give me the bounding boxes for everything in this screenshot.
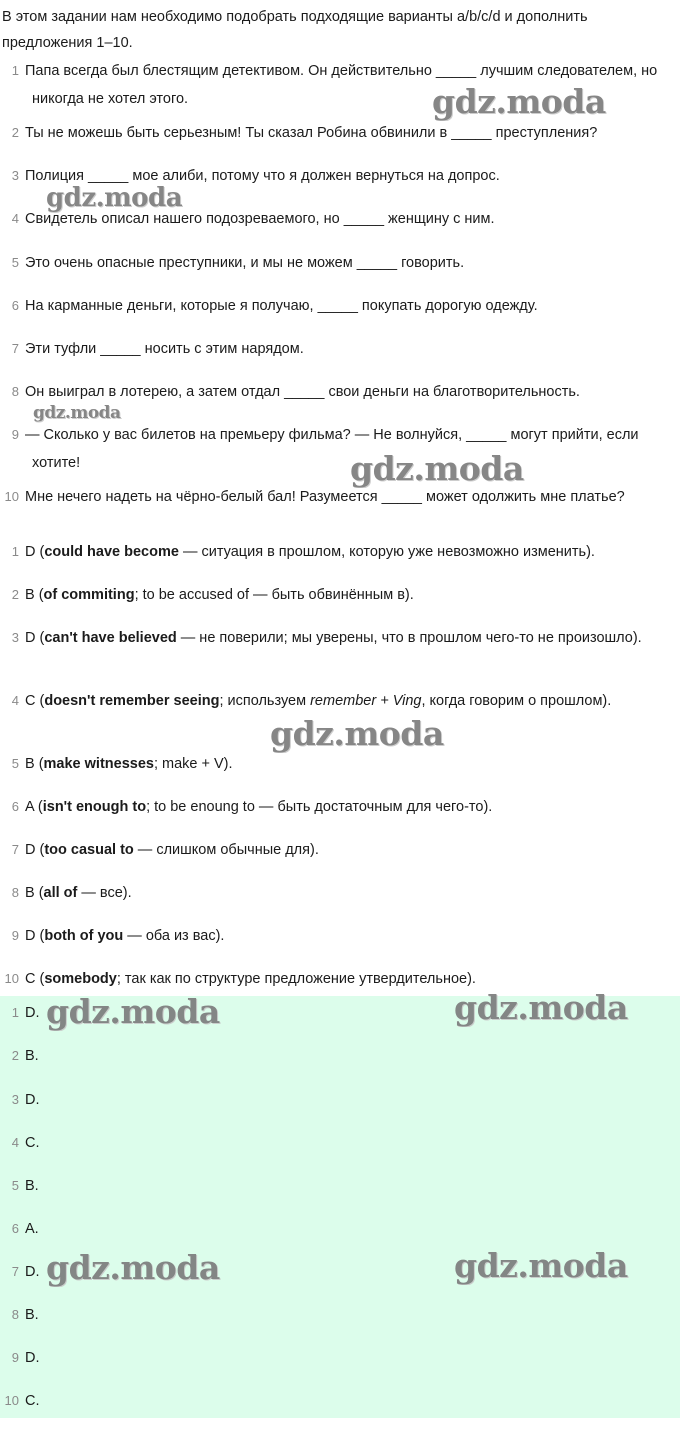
answer-letter: B ( xyxy=(25,885,44,901)
answer-text: C. xyxy=(25,1393,40,1409)
item-number: 4 xyxy=(11,1135,19,1150)
question-text: Мне нечего надеть на чёрно-белый бал! Разумеется _____ может одолжить мне платье? xyxy=(25,489,625,505)
answer-text: B. xyxy=(25,1307,39,1323)
explanation-text xyxy=(25,793,676,821)
question-text: Папа всегда был блестящим детективом. Он действительно _____ лучшим следователем, но никогда не хотел этого. xyxy=(25,63,658,107)
explanation-rest: — все). xyxy=(77,885,132,901)
item-number: 5 xyxy=(11,1178,19,1193)
explanation-item xyxy=(0,750,676,778)
answer-item xyxy=(0,1258,676,1286)
answer-text: D. xyxy=(25,1092,40,1108)
answer-text: D. xyxy=(25,1005,40,1021)
item-number: 5 xyxy=(11,255,19,270)
item-number: 2 xyxy=(11,1048,19,1063)
item-number: 1 xyxy=(11,544,19,559)
answer-phrase: all of xyxy=(43,885,78,901)
answer-text: C. xyxy=(25,1135,40,1151)
answer-letter: B ( xyxy=(25,587,44,603)
watermark-logo: gdz.moda xyxy=(454,1246,628,1285)
answer-phrase: isn't enough to xyxy=(42,799,147,815)
answer-item xyxy=(0,1215,676,1243)
item-number: 6 xyxy=(11,799,19,814)
watermark-logo: gdz.moda xyxy=(350,449,524,488)
item-number: 4 xyxy=(11,693,19,708)
question-item xyxy=(0,205,676,233)
answer-item xyxy=(0,1344,676,1372)
watermark-logo: gdz.moda xyxy=(270,714,444,753)
item-number: 10 xyxy=(4,489,19,504)
watermark-logo: gdz.moda xyxy=(33,403,121,423)
question-text: Ты не можешь быть серьезным! Ты сказал Робина обвинили в _____ преступления? xyxy=(25,125,598,141)
answer-item xyxy=(0,1129,676,1157)
question-item xyxy=(0,421,676,477)
answer-letter: D ( xyxy=(25,842,45,858)
answer-text: D. xyxy=(25,1350,40,1366)
item-number: 9 xyxy=(11,427,19,442)
answer-item xyxy=(0,1301,676,1329)
question-item xyxy=(0,335,676,363)
explanation-item xyxy=(0,624,676,652)
answer-text: B. xyxy=(25,1048,39,1064)
question-text: На карманные деньги, которые я получаю, _____ покупать дорогую одежду. xyxy=(25,298,538,314)
answer-phrase: of commiting xyxy=(43,587,135,603)
explanation-italic: remember + Ving xyxy=(310,693,422,709)
question-text: — Сколько у вас билетов на премьеру фильма? — Не волнуйся, _____ могут прийти, если хотите! xyxy=(25,427,639,471)
answer-letter: A ( xyxy=(25,799,43,815)
answer-phrase: doesn't remember seeing xyxy=(44,693,220,709)
explanation-item xyxy=(0,922,676,950)
explanation-rest: — ситуация в прошлом, которую уже невозможно изменить). xyxy=(178,544,595,560)
explanation-rest: ; так как по структуре предложение утвердительное). xyxy=(116,971,476,987)
watermark-logo: gdz.moda xyxy=(46,992,220,1031)
question-item xyxy=(0,378,676,406)
item-number: 9 xyxy=(11,1350,19,1365)
answer-letter: C ( xyxy=(25,971,45,987)
item-number: 4 xyxy=(11,211,19,226)
item-number: 3 xyxy=(11,630,19,645)
answer-letter: B ( xyxy=(25,756,44,772)
explanation-rest: — оба из вас). xyxy=(123,928,225,944)
explanation-rest: — слишком обычные для). xyxy=(133,842,319,858)
answer-letter: D ( xyxy=(25,630,45,646)
question-text: Эти туфли _____ носить с этим нарядом. xyxy=(25,341,304,357)
answer-phrase: could have become xyxy=(44,544,179,560)
watermark-logo: gdz.moda xyxy=(46,183,183,213)
watermark-logo: gdz.moda xyxy=(432,82,606,121)
explanation-item xyxy=(0,836,676,864)
item-number: 7 xyxy=(11,1264,19,1279)
answer-phrase: both of you xyxy=(44,928,124,944)
item-number: 6 xyxy=(11,1221,19,1236)
item-number: 5 xyxy=(11,756,19,771)
item-number: 2 xyxy=(11,587,19,602)
question-text: Он выиграл в лотерею, а затем отдал _____ свои деньги на благотворительность. xyxy=(25,384,580,400)
answer-item xyxy=(0,999,676,1027)
item-number: 1 xyxy=(11,63,19,78)
question-item xyxy=(0,483,676,511)
answer-letter: C ( xyxy=(25,693,45,709)
answer-text: B. xyxy=(25,1178,39,1194)
item-number: 10 xyxy=(4,1393,19,1408)
item-number: 7 xyxy=(11,341,19,356)
item-number: 10 xyxy=(4,971,19,986)
explanation-text xyxy=(25,879,676,907)
question-item xyxy=(0,249,676,277)
item-number: 3 xyxy=(11,168,19,183)
watermark-logo: gdz.moda xyxy=(454,988,628,1027)
explanation-text xyxy=(25,836,676,864)
explanation-rest: ; to be accused of — быть обвинённым в). xyxy=(134,587,414,603)
item-number: 8 xyxy=(11,384,19,399)
item-number: 8 xyxy=(11,1307,19,1322)
item-number: 2 xyxy=(11,125,19,140)
explanation-text xyxy=(25,687,676,715)
item-number: 8 xyxy=(11,885,19,900)
question-text: Это очень опасные преступники, и мы не можем _____ говорить. xyxy=(25,255,465,271)
explanation-text xyxy=(25,922,676,950)
answer-phrase: somebody xyxy=(44,971,117,987)
explanation-text xyxy=(25,750,676,778)
explanation-text xyxy=(25,581,676,609)
task-intro: В этом задании нам необходимо подобрать подходящие варианты a/b/c/d и дополнить предложения 1–10. xyxy=(2,9,588,51)
watermark-logo: gdz.moda xyxy=(46,1248,220,1287)
answer-item xyxy=(0,1387,676,1415)
question-text: Свидетель описал нашего подозреваемого, но _____ женщину с ним. xyxy=(25,211,495,227)
explanation-item xyxy=(0,687,676,715)
answer-item xyxy=(0,1086,676,1114)
explanation-rest: — не поверили; мы уверены, что в прошлом чего-то не произошло). xyxy=(176,630,642,646)
explanation-item xyxy=(0,581,676,609)
answer-text: D. xyxy=(25,1264,40,1280)
question-item xyxy=(0,57,676,113)
item-number: 7 xyxy=(11,842,19,857)
explanation-item xyxy=(0,538,676,566)
explanation-item xyxy=(0,879,676,907)
question-item xyxy=(0,162,676,190)
answer-phrase: too casual to xyxy=(44,842,134,858)
explanation-rest: ; make + V). xyxy=(153,756,233,772)
item-number: 6 xyxy=(11,298,19,313)
answer-phrase: can't have believed xyxy=(44,630,177,646)
answer-item xyxy=(0,1042,676,1070)
answer-phrase: make witnesses xyxy=(43,756,154,772)
explanation-text xyxy=(25,965,676,993)
explanation-rest: ; используем xyxy=(219,693,311,709)
explanation-text xyxy=(25,538,676,566)
item-number: 3 xyxy=(11,1092,19,1107)
explanation-rest: , когда говорим о прошлом). xyxy=(421,693,612,709)
answer-text: A. xyxy=(25,1221,39,1237)
question-item xyxy=(0,292,676,320)
answer-letter: D ( xyxy=(25,928,45,944)
explanation-rest: ; to be enoung to — быть достаточным для чего-то). xyxy=(146,799,493,815)
explanation-item xyxy=(0,793,676,821)
answer-item xyxy=(0,1172,676,1200)
item-number: 1 xyxy=(11,1005,19,1020)
question-item xyxy=(0,119,676,147)
item-number: 9 xyxy=(11,928,19,943)
answer-letter: D ( xyxy=(25,544,45,560)
explanation-item xyxy=(0,965,676,993)
question-text: Полиция _____ мое алиби, потому что я должен вернуться на допрос. xyxy=(25,168,500,184)
explanation-text xyxy=(25,624,676,652)
